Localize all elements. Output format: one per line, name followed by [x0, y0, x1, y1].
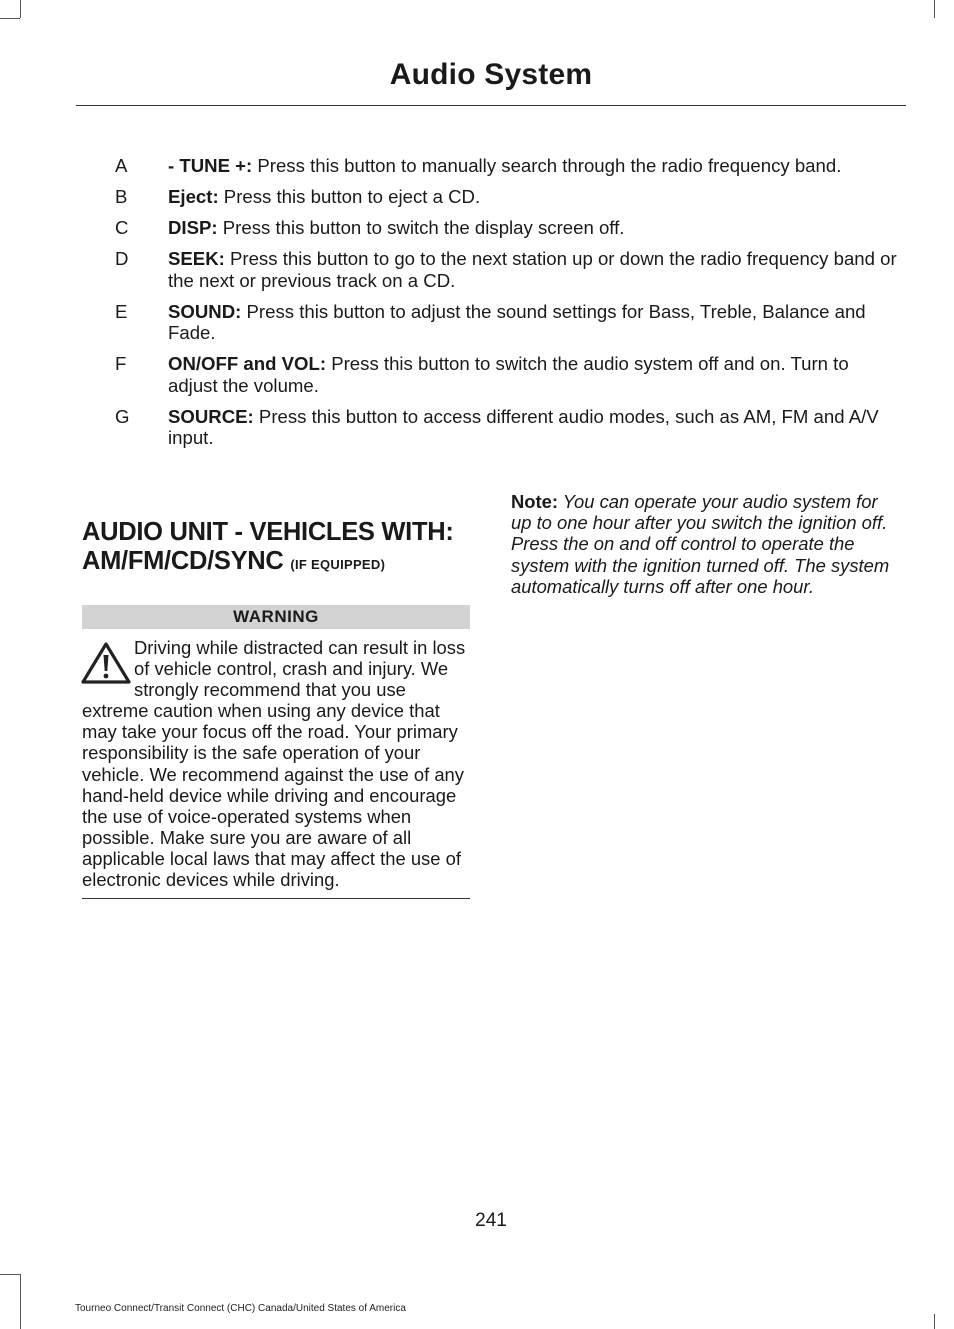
item-letter: F	[115, 353, 127, 374]
item-letter: E	[115, 300, 128, 322]
footer-text: Tourneo Connect/Transit Connect (CHC) Canada/United States of America	[75, 1303, 406, 1314]
warning-text: Driving while distracted can result in loss of vehicle control, crash and injury. We strongly recommend that you use extreme caution when using any device that may take your focus off the road. Your primary responsibility is the safe operation of your vehicle. We recommend against the use of any hand-held device while driving and encourage the use of voice-operated systems when possible. Make sure you are aware of all applicable local laws that may affect the use of electronic devices while driving.	[82, 637, 466, 891]
crop-mark	[934, 0, 935, 18]
item-letter: B	[115, 186, 128, 207]
section-heading-line2: AM/FM/CD/SYNC	[82, 547, 284, 575]
item-text: Press this button to adjust the sound settings for Bass, Treble, Balance and Fade.	[168, 300, 866, 343]
note-block	[511, 491, 903, 597]
item-text: Press this button to switch the audio system off and on. Turn to adjust the volume.	[168, 353, 849, 396]
warning-header: WARNING	[82, 605, 470, 629]
item-term: DISP:	[168, 217, 218, 238]
item-term: Eject:	[168, 186, 219, 207]
crop-mark	[0, 1274, 20, 1275]
item-term: - TUNE +:	[168, 155, 253, 176]
item-letter: D	[115, 248, 129, 269]
page-title: Audio System	[389, 58, 593, 91]
crop-mark	[20, 0, 21, 18]
left-column	[82, 518, 470, 899]
item-text: Press this button to go to the next station up or down the radio frequency band or the next or previous track on a CD.	[168, 248, 897, 291]
item-letter: C	[115, 217, 129, 238]
page-number: 241	[475, 1210, 507, 1231]
list-item	[82, 353, 902, 396]
warning-body	[82, 637, 470, 899]
item-text: Press this button to eject a CD.	[218, 186, 481, 207]
list-item	[82, 248, 902, 291]
title-divider	[76, 105, 906, 106]
item-description	[168, 301, 902, 344]
item-text: Press this button to manually search through the radio frequency band.	[252, 155, 842, 176]
list-item	[82, 217, 902, 239]
item-text: Press this button to access different audio modes, such as AM, FM and A/V input.	[168, 405, 879, 448]
crop-mark	[20, 1274, 21, 1329]
item-text: Press this button to switch the display screen off.	[217, 217, 625, 238]
list-item	[82, 155, 902, 177]
item-term: ON/OFF and VOL:	[168, 353, 327, 374]
crop-mark	[934, 1314, 935, 1329]
item-term: SEEK:	[168, 248, 225, 269]
control-list	[82, 155, 902, 458]
list-item	[82, 301, 902, 344]
item-term: SOUND:	[168, 300, 242, 322]
item-description	[168, 353, 902, 396]
item-letter: G	[115, 405, 130, 427]
section-heading-suffix: (IF EQUIPPED)	[290, 557, 386, 572]
note-label: Note:	[511, 491, 558, 512]
note-text: You can operate your audio system for up to one hour after you switch the ignition off. Press the on and off control to operate the system with the ignition turned off. The system automatically turns off after one hour.	[511, 491, 890, 597]
list-item	[82, 186, 902, 208]
item-description	[168, 186, 902, 208]
item-description	[168, 155, 902, 177]
item-term: SOURCE:	[168, 405, 254, 427]
warning-triangle-icon	[80, 641, 132, 685]
section-heading	[82, 518, 470, 579]
section-heading-line1: AUDIO UNIT - VEHICLES WITH:	[82, 518, 454, 546]
item-letter: A	[115, 155, 128, 176]
list-item	[82, 406, 902, 449]
item-description	[168, 406, 902, 449]
crop-mark	[0, 18, 20, 19]
item-description	[168, 217, 902, 239]
item-description	[168, 248, 902, 291]
